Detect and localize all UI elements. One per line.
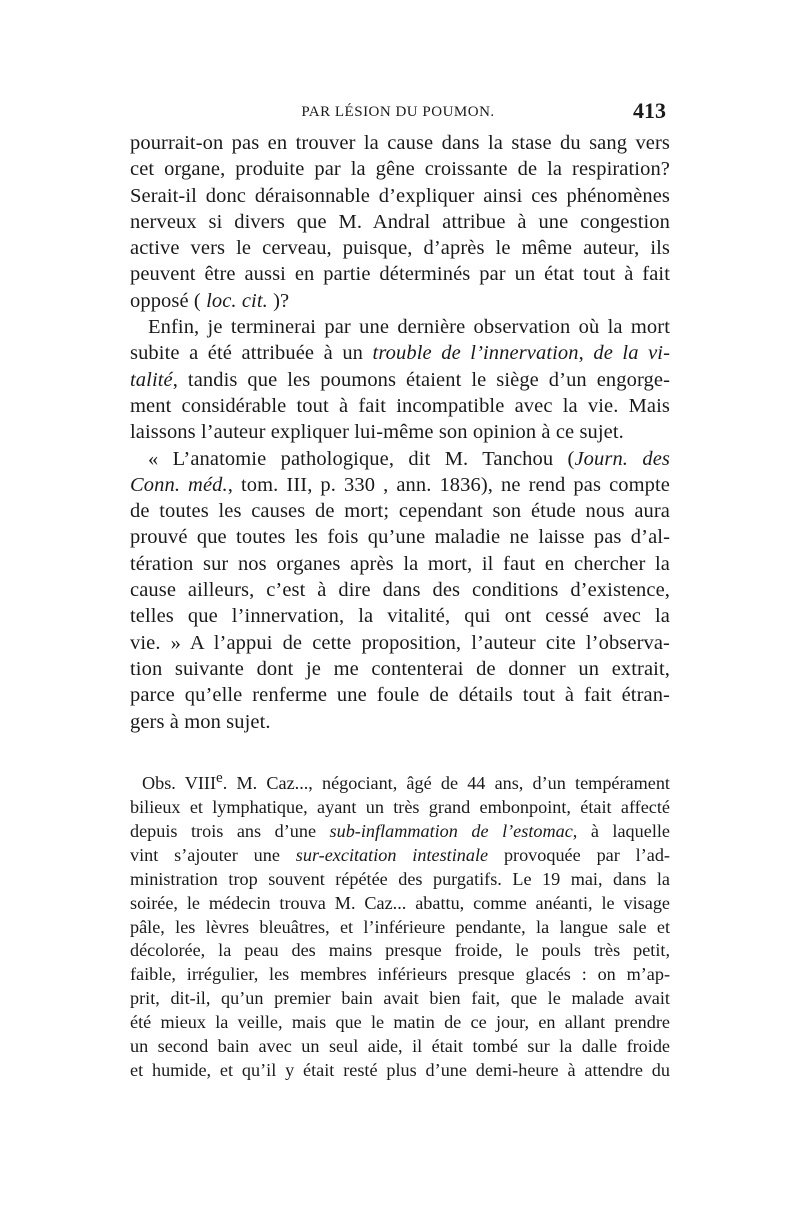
text-span: , (578, 342, 594, 365)
text-span: )? (267, 289, 290, 312)
text-line: un second bain avec un seul aide, il était tombé sur la dalle froide (130, 1036, 670, 1057)
text-line: ment considérable tout à fait incompatible avec la vie. Mais (130, 394, 670, 417)
text-span: , tandis que les poumons étaient le siège d’un engorge- (172, 368, 670, 391)
text-span: subite a été attribuée à un (130, 342, 373, 365)
italic-citation: loc. cit. (206, 289, 268, 312)
text-line (130, 288, 670, 314)
italic-citation: Journ. des (574, 447, 670, 470)
text-line (130, 446, 670, 472)
observation-block (130, 766, 670, 1083)
text-span: , tom. III, p. 330 , ann. 1836), ne rend pas compte (227, 473, 671, 496)
text-line: prouvé que toutes les fois qu’une maladie ne laisse pas d’al- (130, 526, 670, 549)
text-span: vint s’ajouter une (130, 844, 296, 865)
text-span: opposé ( (130, 289, 207, 312)
text-line: bilieux et lymphatique, ayant un très grand embonpoint, était affecté (130, 796, 670, 817)
text-span: , à laquelle (572, 820, 670, 841)
text-line: Enfin, je terminerai par une dernière observation où la mort (148, 316, 670, 339)
text-span: depuis trois ans d’une (130, 820, 330, 841)
text-line: nerveux si divers que M. Andral attribue à une congestion (130, 210, 670, 233)
page-number: 413 (633, 98, 666, 123)
text-line: ministration trop souvent répétée des purgatifs. Le 19 mai, dans la (130, 868, 670, 889)
text-span: « L’anatomie pathologique, dit M. Tanchou ( (148, 447, 575, 470)
italic-phrase: sub-inflammation de l’estomac (329, 820, 573, 841)
text-line (130, 844, 670, 868)
text-line: soirée, le médecin trouva M. Caz... abattu, comme anéanti, le visage (130, 892, 670, 913)
text-span: provoquée par l’ad- (488, 844, 670, 865)
page-header (130, 100, 666, 130)
text-line: tion suivante dont je me contenterai de donner un extrait, (130, 657, 670, 680)
text-line: et humide, et qu’il y était resté plus d’une demi-heure à attendre du (130, 1059, 670, 1080)
text-line: Serait-il donc déraisonnable d’expliquer ainsi ces phénomènes (130, 184, 670, 207)
text-line: décolorée, la peau des mains presque froide, le pouls très petit, (130, 940, 670, 961)
main-text (130, 130, 670, 735)
text-line: de toutes les causes de mort; cependant son étude nous aura (130, 500, 670, 523)
text-line (130, 340, 670, 366)
text-line: pourrait-on pas en trouver la cause dans la stase du sang vers (130, 132, 670, 154)
text-line: faible, irrégulier, les membres inférieurs presque glacés : on m’ap- (130, 964, 670, 985)
running-head: PAR LÉSION DU POUMON. (301, 104, 495, 120)
superscript: e (216, 769, 223, 786)
text-line (130, 820, 670, 844)
text-line: cet organe, produite par la gêne croissante de la respiration? (130, 158, 670, 181)
text-line (130, 472, 670, 498)
text-line: cause ailleurs, c’est à dire dans des conditions d’existence, (130, 579, 670, 602)
text-line: tération sur nos organes après la mort, il faut en chercher la (130, 552, 670, 575)
italic-phrase: de la vi- (593, 342, 670, 365)
text-line: telles que l’innervation, la vitalité, qui ont cessé avec la (130, 605, 670, 628)
text-line: active vers le cerveau, puisque, d’après le même auteur, ils (130, 237, 670, 260)
italic-citation: Conn. méd. (130, 473, 228, 496)
text-line: laissons l’auteur expliquer lui-même son opinion à ce sujet. (130, 421, 624, 444)
text-line: parce qu’elle renferme une foule de détails tout à fait étran- (130, 684, 670, 707)
text-line: été mieux la veille, mais que le matin de ce jour, en allant prendre (130, 1012, 670, 1033)
text-line: vie. » A l’appui de cette proposition, l’auteur cite l’observa- (130, 631, 670, 654)
italic-phrase: talité (130, 368, 173, 391)
text-line (130, 367, 670, 393)
italic-phrase: sur-excitation intestinale (295, 844, 489, 865)
obs-label: Obs. VIII (142, 773, 217, 794)
italic-phrase: trouble de l’innervation (372, 342, 579, 365)
text-line: peuvent être aussi en partie déterminés par un état tout à fait (130, 263, 670, 286)
text-line: gers à mon sujet. (130, 710, 271, 733)
text-line: prit, dit-il, qu’un premier bain avait bien fait, que le malade avait (130, 988, 670, 1009)
text-line: pâle, les lèvres bleuâtres, et l’inférieure pendante, la langue sale et (130, 916, 670, 937)
text-span: . M. Caz..., négociant, âgé de 44 ans, d’un tempérament (222, 773, 670, 794)
text-line (130, 766, 670, 796)
